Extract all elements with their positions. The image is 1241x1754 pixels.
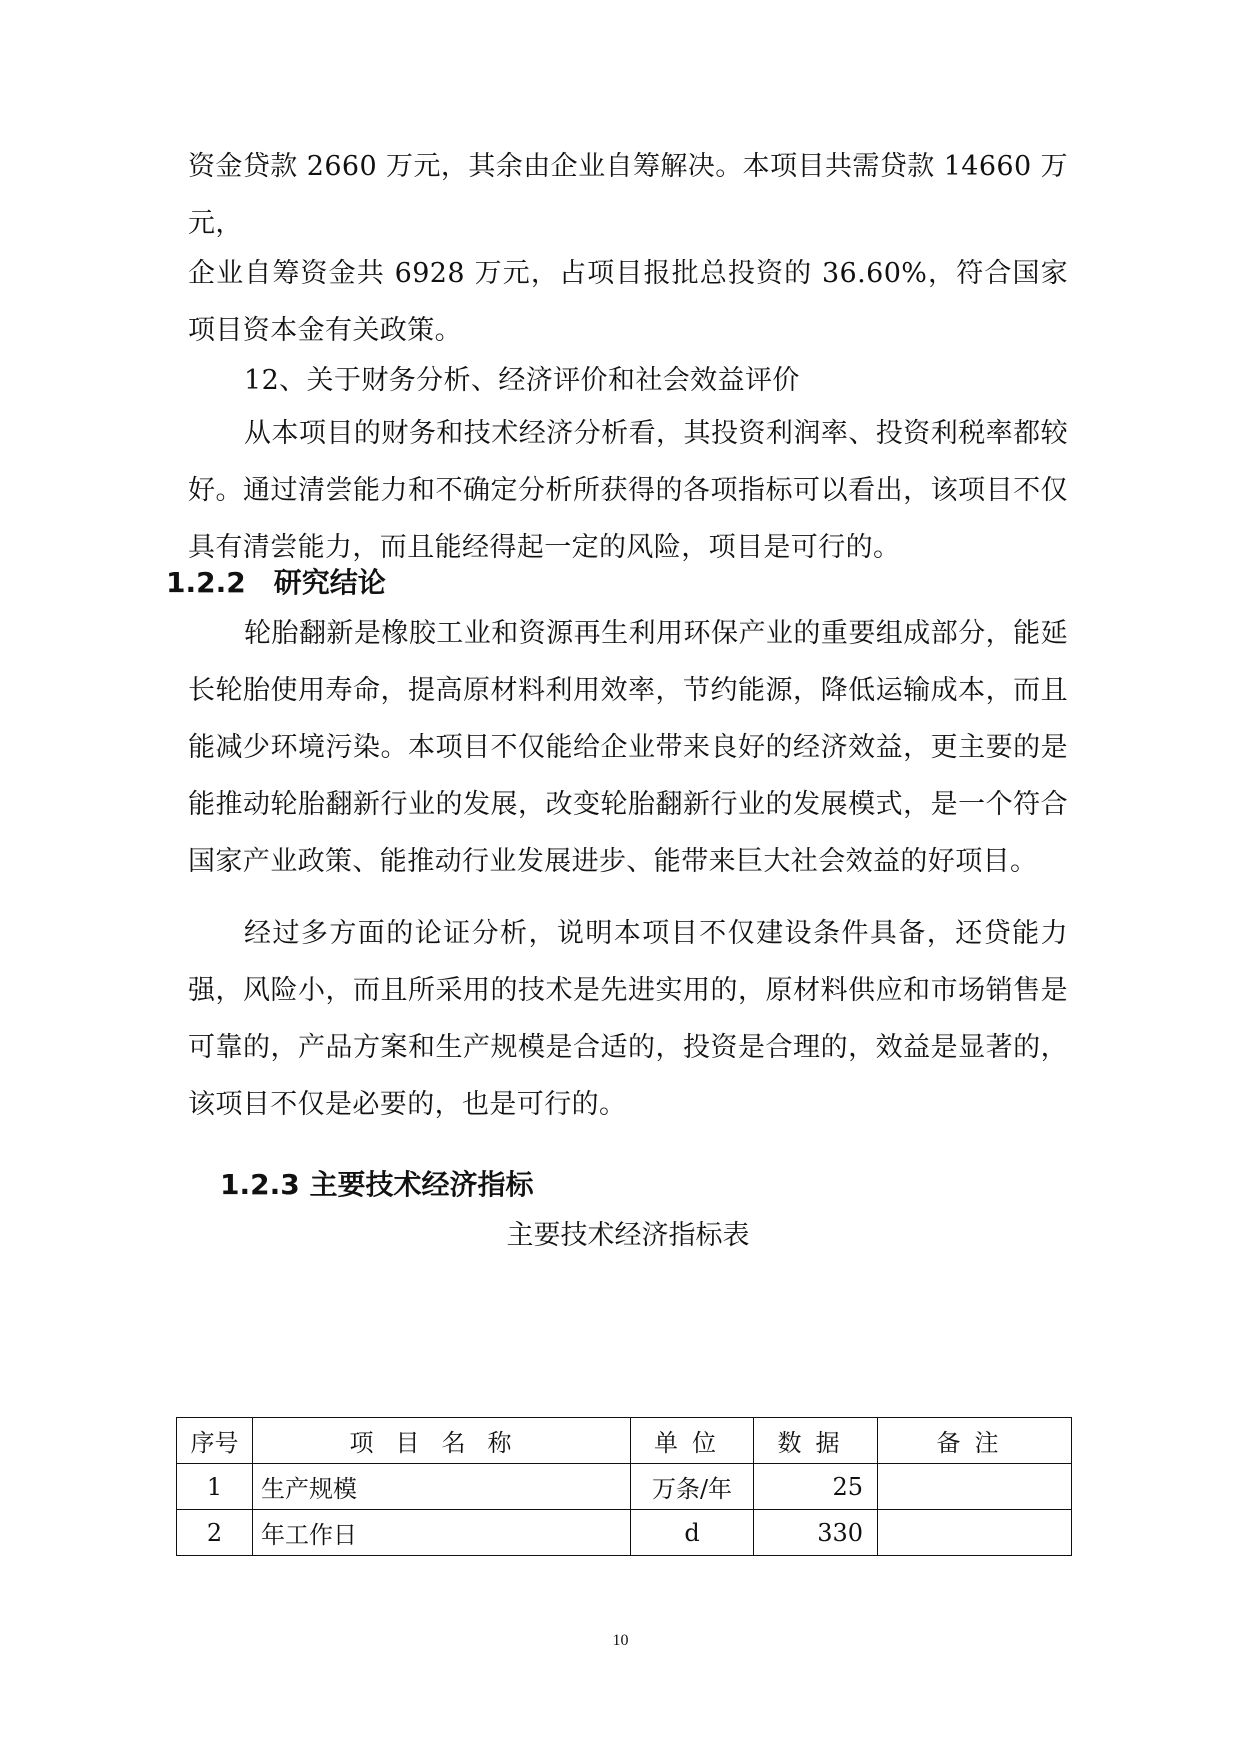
indicator-table	[176, 1417, 1072, 1556]
page-number: 10	[612, 1632, 629, 1649]
paragraph-self-funding: 企业自筹资金共 6928 万元，占项目报批总投资的 36.60%，符合国家项目资本金有关政策。	[188, 258, 1068, 346]
header-unit: 单位	[631, 1418, 754, 1464]
header-value: 数据	[754, 1418, 878, 1464]
paragraph-financial-analysis: 从本项目的财务和技术经济分析看，其投资利润率、投资利税率都较好。通过清尝能力和不确定分析所获得的各项指标可以看出，该项目不仅具有清尝能力，而且能经得起一定的风险，项目是可行的。	[188, 418, 1068, 563]
paragraph-conclusion: 经过多方面的论证分析，说明本项目不仅建设条件具备，还贷能力强，风险小，而且所采用的技术是先进实用的，原材料供应和市场销售是可靠的，产品方案和生产规模是合适的，投资是合理的，效益是显著的，该项目不仅是必要的，也是可行的。	[188, 918, 1068, 1120]
table-header-row	[177, 1418, 1072, 1464]
table-row	[177, 1510, 1072, 1556]
cell-name: 生产规模	[253, 1464, 631, 1510]
cell-unit: d	[631, 1510, 754, 1556]
cell-note	[878, 1464, 1072, 1510]
cell-no: 1	[177, 1464, 253, 1510]
cell-name: 年工作日	[253, 1510, 631, 1556]
paragraph-tire-retreading: 轮胎翻新是橡胶工业和资源再生利用环保产业的重要组成部分，能延长轮胎使用寿命，提高原材料利用效率，节约能源，降低运输成本，而且能减少环境污染。本项目不仅能给企业带来良好的经济效益，更主要的是能推动轮胎翻新行业的发展，改变轮胎翻新行业的发展模式，是一个符合国家产业政策、能推动行业发展进步、能带来巨大社会效益的好项目。	[188, 618, 1068, 877]
table-caption: 主要技术经济指标表	[506, 1220, 750, 1251]
cell-note	[878, 1510, 1072, 1556]
cell-value: 330	[754, 1510, 878, 1556]
header-no: 序号	[177, 1418, 253, 1464]
header-name: 项目名称	[253, 1418, 631, 1464]
table-row	[177, 1464, 1072, 1510]
paragraph-loan: 资金贷款 2660 万元，其余由企业自筹解决。本项目共需贷款 14660 万元，	[188, 151, 1068, 239]
cell-no: 2	[177, 1510, 253, 1556]
header-note: 备注	[878, 1418, 1072, 1464]
section-12-title: 12、关于财务分析、经济评价和社会效益评价	[244, 365, 800, 396]
cell-unit: 万条/年	[631, 1464, 754, 1510]
heading-1-2-2: 1.2.2 研究结论	[166, 566, 386, 599]
heading-1-2-3: 1.2.3 主要技术经济指标	[220, 1168, 534, 1201]
cell-value: 25	[754, 1464, 878, 1510]
